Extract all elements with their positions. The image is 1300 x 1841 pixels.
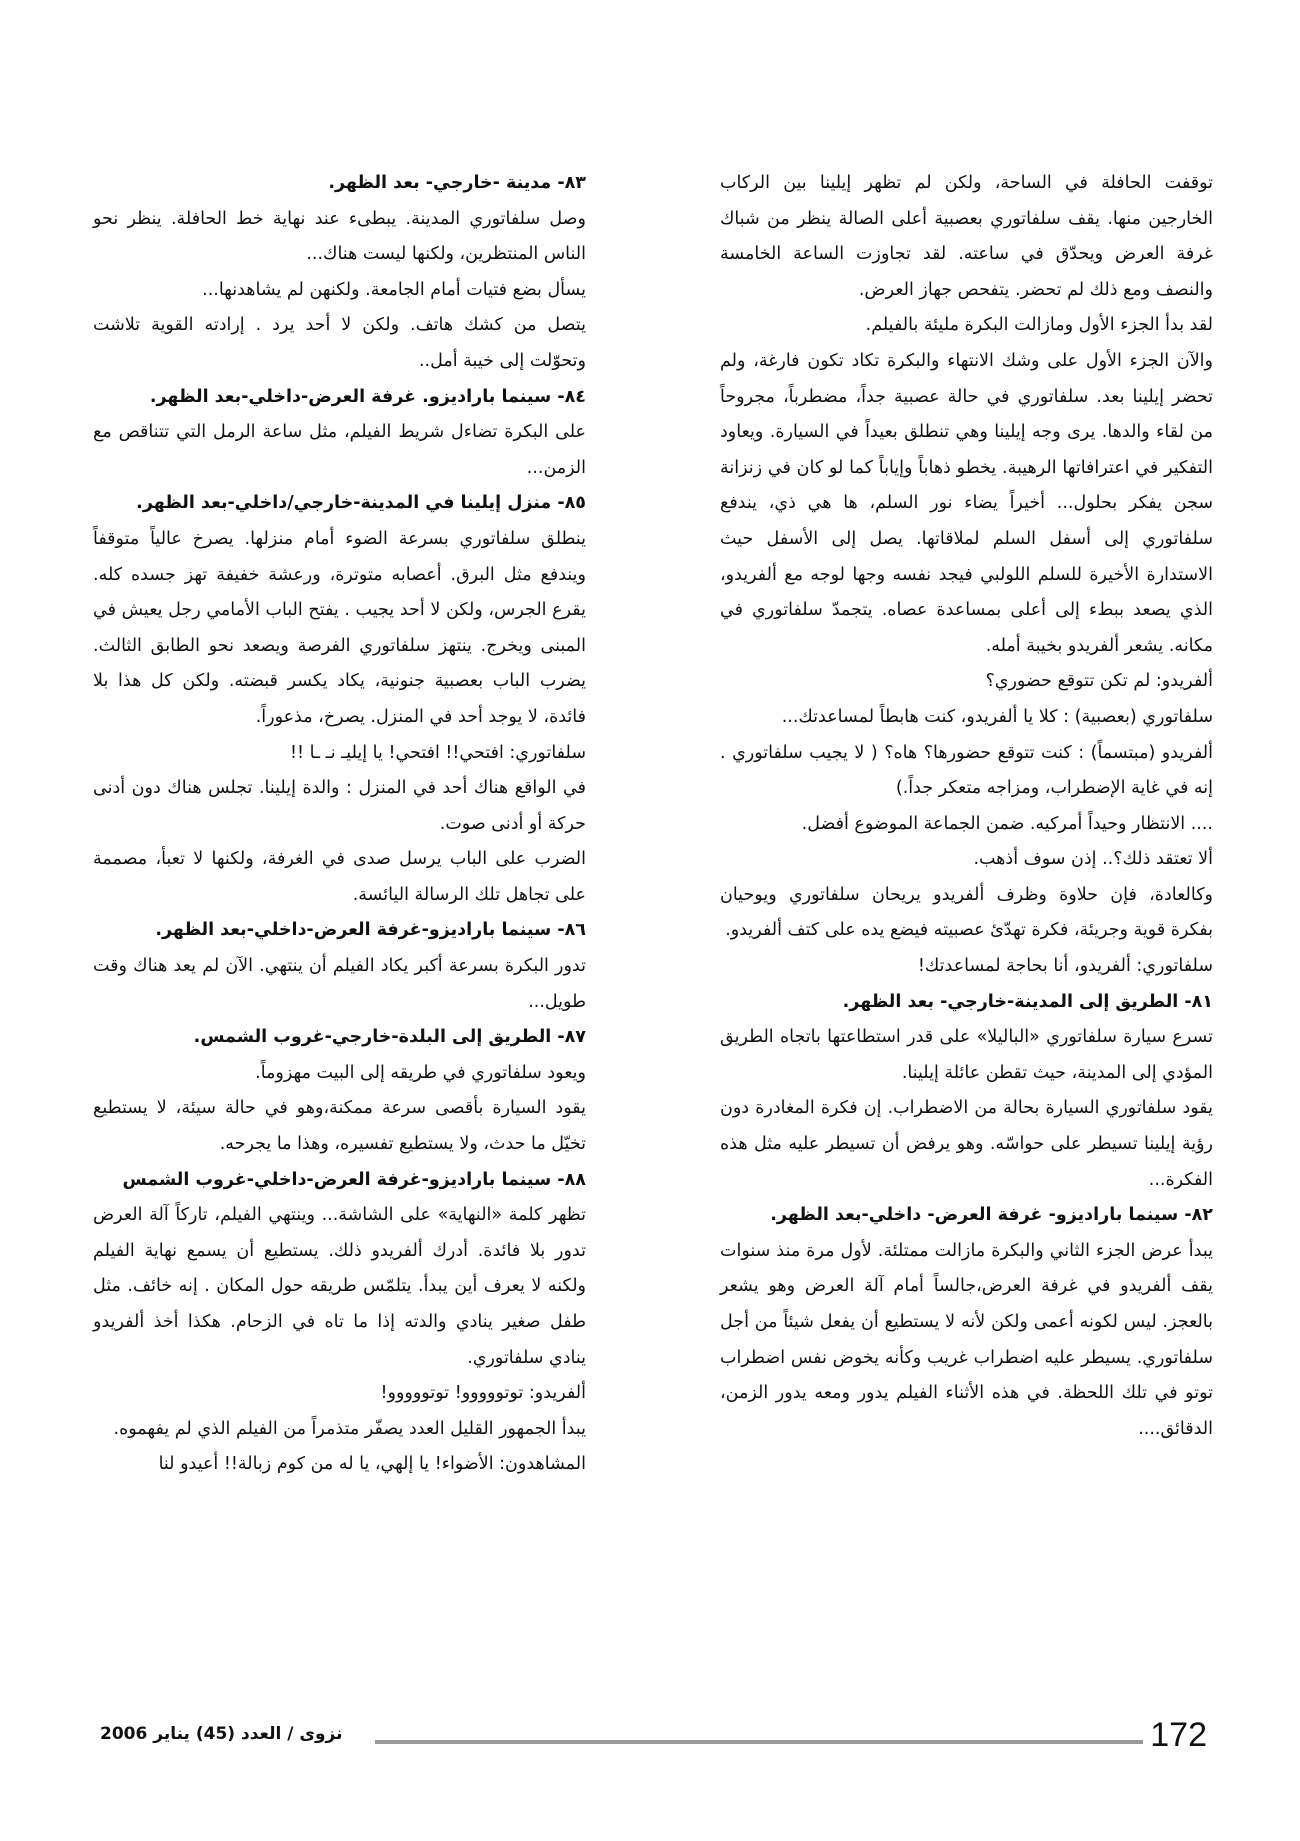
paragraph: يقود سلفاتوري السيارة بحالة من الاضطراب. إن فكرة المغادرة دون رؤية إيلينا تسيطر على حواسّه. وهو يرفض أن تسيطر عليه مثل هذه الفكرة... xyxy=(720,1098,1213,1190)
paragraph: المشاهدون: الأضواء! يا إلهي، يا له من كوم زبالة!! أعيدو لنا xyxy=(158,1454,586,1475)
paragraph: ألفريدو (مبتسماً) : كنت تتوقع حضورها؟ هاه؟ ( لا يجيب سلفاتوري . إنه في غاية الإضطراب، ومزاجه متعكر جداً.) xyxy=(720,742,1213,799)
paragraph: .... الانتظار وحيداً أمركيه. ضمن الجماعة الموضوع أفضل. xyxy=(801,813,1213,834)
paragraph: ينطلق سلفاتوري بسرعة الضوء أمام منزلها. يصرخ عالياً متوقفاً ويندفع مثل البرق. أعصابه متوترة، ورعشة خفيفة تهز جسده كله. يقرع الجرس، ولكن لا أحد يجيب . يفتح الباب الأمامي رجل يعيش في المبنى ويخرج. ينتهز سلفاتوري الفرصة ويصعد نحو الطابق الثالث. يضرب الباب بعصبية جنونية، يكاد يكسر قبضته. ولكن كل هذا بلا فائدة، لا يوجد أحد في المنزل. يصرخ، مذعوراً. xyxy=(93,528,586,727)
paragraph: وصل سلفاتوري المدينة. يبطىء عند نهاية خط الحافلة. ينظر نحو الناس المنتظرين، ولكنها ليست هناك... xyxy=(93,208,586,265)
paragraph: ألفريدو: لم تكن تتوقع حضوري؟ xyxy=(985,671,1213,692)
paragraph: في الواقع هناك أحد في المنزل : والدة إيلينا. تجلس هناك دون أدنى حركة أو أدنى صوت. xyxy=(93,778,586,834)
paragraph: تظهر كلمة «النهاية» على الشاشة... وينتهي الفيلم، تاركاً آلة العرض تدور بلا فائدة. أدرك ألفريدو ذلك. يستطيع أن يسمع نهاية الفيلم ولكنه لا يعرف أين يبدأ. يتلمّس طريقه حول المكان . إنه خائف. مثل طفل صغير ينادي والدته إذا ما تاه في الزحام. هكذا أخذ ألفريدو ينادي سلفاتوري. xyxy=(93,1205,586,1368)
paragraph: تسرع سيارة سلفاتوري «الباليلا» على قدر استطاعتها باتجاه الطريق المؤدي إلى المدينة، حيث تقطن عائلة إيلينا. xyxy=(720,1027,1213,1083)
scene-heading: ٨٥- منزل إيلينا في المدينة-خارجي/داخلي-بعد الظهر. xyxy=(136,493,586,514)
paragraph: تدور البكرة بسرعة أكبر يكاد الفيلم أن ينتهي. الآن لم يعد هناك وقت طويل... xyxy=(93,956,586,1012)
paragraph: ألا تعتقد ذلك؟.. إذن سوف أذهب. xyxy=(973,849,1213,870)
paragraph: سلفاتوري: افتحي!! افتحي! يا إيليـ نـ ـا !! xyxy=(290,742,586,763)
page-number: 172 xyxy=(1150,1716,1207,1754)
footer-divider xyxy=(375,1740,1143,1744)
paragraph: الضرب على الباب يرسل صدى في الغرفة، ولكنها لا تعبأ، مصممة على تجاهل تلك الرسالة اليائسة. xyxy=(93,849,586,905)
paragraph: وكالعادة، فإن حلاوة وظرف ألفريدو يريحان سلفاتوري ويوحيان بفكرة قوية وجريئة، فكرة تهدّئ عصبيته فيضع يده على كتف ألفريدو. xyxy=(720,884,1213,941)
page-footer xyxy=(90,1714,1215,1764)
text-column-left xyxy=(93,166,586,1483)
scene-heading: ٨٧- الطريق إلى البلدة-خارجي-غروب الشمس. xyxy=(193,1027,586,1048)
paragraph: ويعود سلفاتوري في طريقه إلى البيت مهزوماً. xyxy=(255,1062,586,1083)
scene-heading: ٨٨- سينما باراديزو-غرفة العرض-داخلي-غروب الشمس xyxy=(122,1169,586,1190)
paragraph: سلفاتوري: ألفريدو، أنا بحاجة لمساعدتك! xyxy=(917,956,1213,977)
paragraph: والآن الجزء الأول على وشك الانتهاء والبكرة تكاد تكون فارغة، ولم تحضر إيلينا بعد. سلفاتوري في حالة عصبية جداً، مضطرباً، مجروحاً من لقاء والدها. يرى وجه إيلينا وهي تنطلق بعيداً في السيارة. ويعاود التفكير في اعترافاتها الرهيبة. يخطو ذهاباً وإياباً كما لو كان في زنزانة سجن يفكر بحلول... أخيراً يضاء نور السلم، ها هي ذي، يندفع سلفاتوري إلى أسفل السلم لملاقاتها. يصل إلى الأسفل حيث الاستدارة الأخيرة للسلم اللولبي فيجد نفسه وجها لوجه مع ألفريدو، الذي يصعد ببطء إلى أعلى بمساعدة عصاه. يتجمدّ سلفاتوري في مكانه. يشعر ألفريدو بخيبة أمله. xyxy=(720,350,1213,656)
paragraph: لقد بدأ الجزء الأول ومازالت البكرة مليئة بالفيلم. xyxy=(865,315,1213,336)
scene-heading: ٨١- الطريق إلى المدينة-خارجي- بعد الظهر. xyxy=(842,991,1213,1012)
paragraph: يتصل من كشك هاتف. ولكن لا أحد يرد . إرادته القوية تلاشت وتحوّلت إلى خيبة أمل.. xyxy=(93,315,586,371)
paragraph: ألفريدو: توتووووو! توتووووو! xyxy=(380,1383,586,1404)
paragraph: يبدأ عرض الجزء الثاني والبكرة مازالت ممتلئة. لأول مرة منذ سنوات يقف ألفريدو في غرفة العرض،جالساً أمام آلة العرض وهو يشعر بالعجز. ليس لكونه أعمى ولكن لأنه لا يستطيع أن يفعل شيئاً من أجل سلفاتوري. يسيطر عليه اضطراب غريب وكأنه يخوض نفس اضطراب توتو في تلك اللحظة. في هذه الأثناء الفيلم يدور ومعه يدور الزمن، الدقائق.... xyxy=(720,1240,1213,1439)
paragraph: يقود السيارة بأقصى سرعة ممكنة،وهو في حالة سيئة، لا يستطيع تخيّل ما حدث، ولا يستطيع تفسيره، وهذا ما يجرحه. xyxy=(93,1098,586,1155)
issue-info: نزوى / العدد (45) يناير 2006 xyxy=(100,1724,343,1744)
scene-heading: ٨٣- مدينة -خارجي- بعد الظهر. xyxy=(328,173,586,193)
scene-heading: ٨٦- سينما باراديزو-غرفة العرض-داخلي-بعد الظهر. xyxy=(155,920,586,941)
paragraph: يسأل بضع فتيات أمام الجامعة. ولكنهن لم يشاهدنها... xyxy=(202,279,586,300)
paragraph: يبدأ الجمهور القليل العدد يصفّر متذمراً من الفيلم الذي لم يفهموه. xyxy=(113,1418,586,1439)
scene-heading: ٨٤- سينما باراديزو. غرفة العرض-داخلي-بعد الظهر. xyxy=(149,386,586,407)
text-column-right xyxy=(720,166,1213,1447)
paragraph: سلفاتوري (بعصبية) : كلا يا ألفريدو، كنت هابطاً لمساعدتك... xyxy=(781,706,1213,727)
paragraph: توقفت الحافلة في الساحة، ولكن لم تظهر إيلينا بين الركاب الخارجين منها. يقف سلفاتوري بعصبية أعلى الصالة ينظر من شباك غرفة العرض ويحدّق في ساعته. لقد تجاوزت الساعة الخامسة والنصف ومع ذلك لم تحضر. يتفحص جهاز العرض. xyxy=(720,173,1213,300)
paragraph: على البكرة تضاءل شريط الفيلم، مثل ساعة الرمل التي تتناقص مع الزمن... xyxy=(93,422,586,478)
scene-heading: ٨٢- سينما باراديزو- غرفة العرض- داخلي-بعد الظهر. xyxy=(770,1205,1213,1226)
